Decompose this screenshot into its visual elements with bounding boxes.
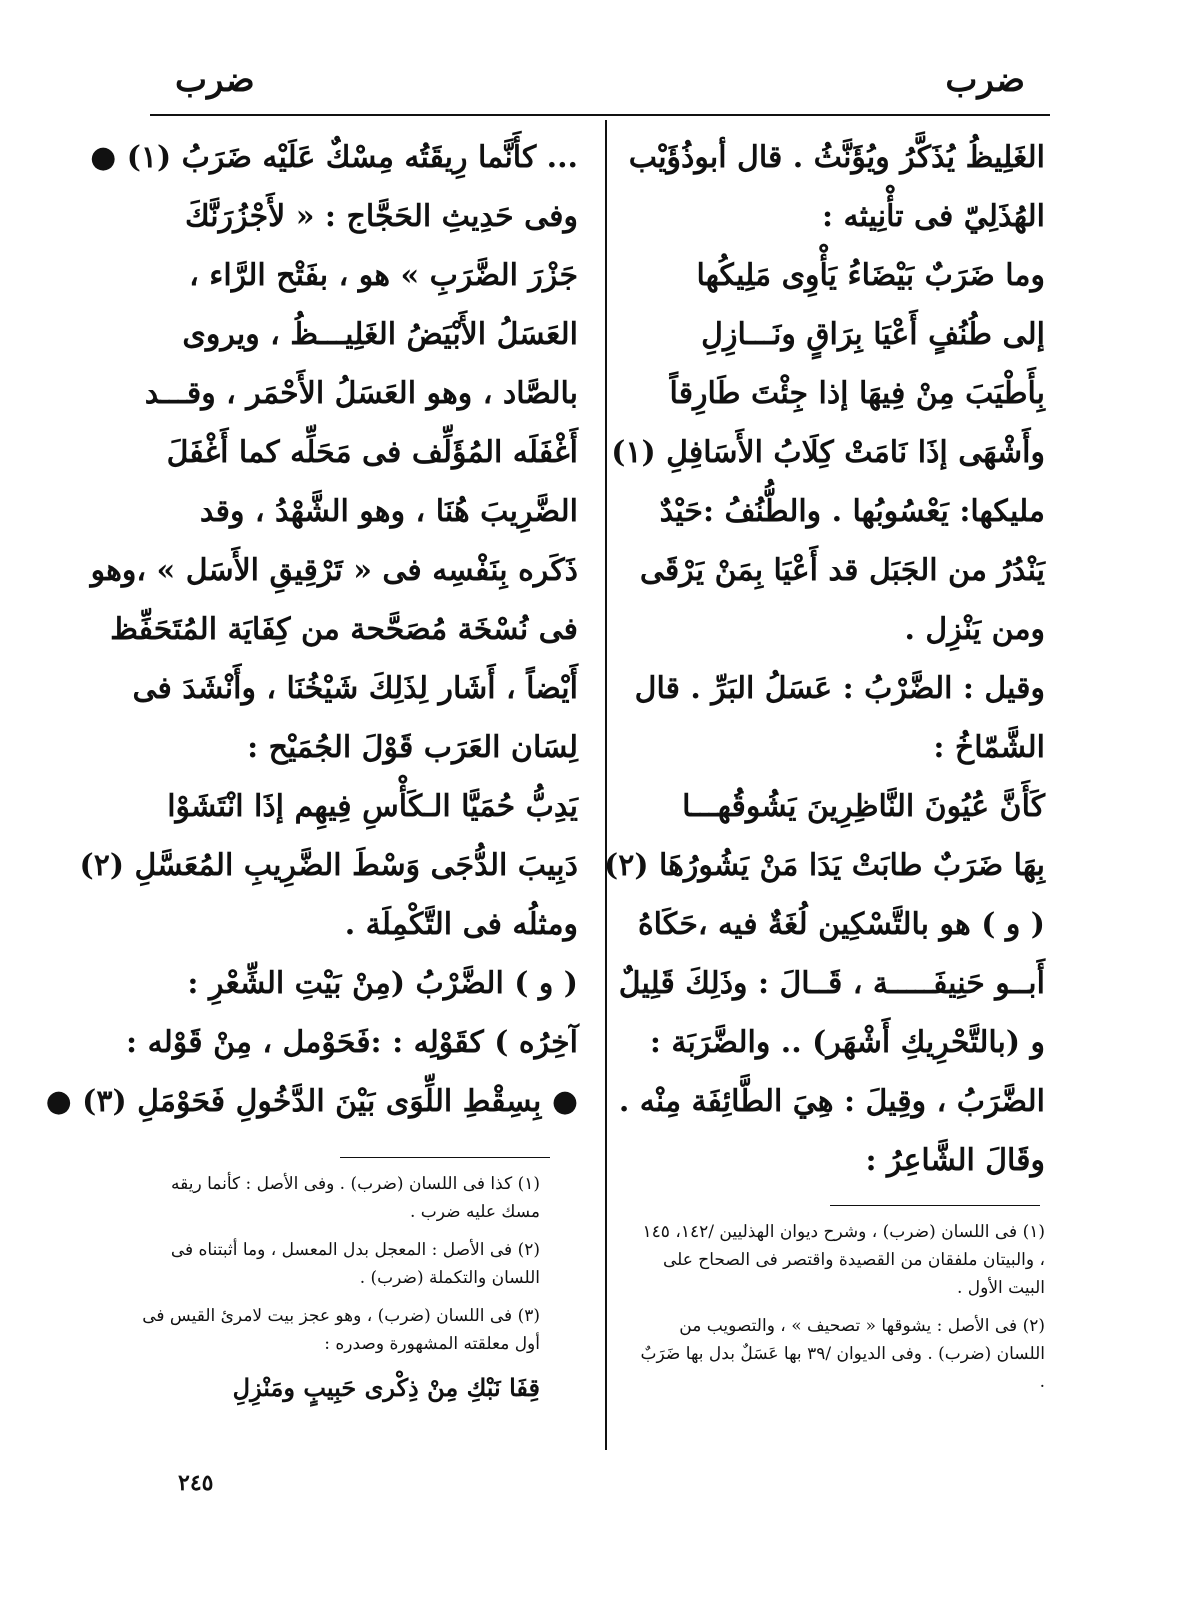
text-line: العَسَلُ الأَبْيَضُ الغَلِيـــظُ ، ويروى xyxy=(182,317,578,352)
right-column xyxy=(604,128,1045,1190)
footnote-rule-left xyxy=(340,1157,550,1158)
text-line: بالصَّاد ، وهو العَسَلُ الأَحْمَر ، وقـــد xyxy=(144,376,578,411)
footnote: (٢) فى الأصل : يشوقها « تصحيف » ، والتصويب من اللسان (ضرب) . وفى الديوان /٣٩ بها عَسَلٌ بدل بها ضَرَبٌ . xyxy=(640,1316,1045,1392)
text-line: الضَّرِيبَ هُنَا ، وهو الشَّهْدُ ، وقد xyxy=(199,494,578,529)
page-number: ٢٤٥ xyxy=(178,1470,214,1496)
text-line: و (بالتَّحْرِيكِ أَشْهَر) .. والضَّرَبَة : xyxy=(649,1025,1045,1060)
header-rule xyxy=(150,114,1050,116)
verse-line: إلى طُنُفٍ أَعْيَا بِرَاقٍ ونَـــازِلِ xyxy=(701,317,1045,352)
text-line: ومن يَنْزِل . xyxy=(904,612,1045,647)
column-divider xyxy=(605,120,607,1450)
text-line: آخِرُه ) كقَوْلِه : :فَحَوْمل ، مِنْ قَوْله : xyxy=(126,1025,578,1060)
verse-line: دَبِيبَ الدُّجَى وَسْطَ الضَّرِيبِ المُعَسَّلِ (٢) xyxy=(79,848,578,883)
text-line: وقيل : الضَّرْبُ : عَسَلُ البَرِّ . قال xyxy=(634,671,1045,706)
text-line: يَنْدُرُ من الجَبَل قد أَعْيَا بِمَنْ يَرْقَى xyxy=(639,553,1045,588)
text-line: فى نُسْخَة مُصَحَّحة من كِفَايَة المُتَحَفِّظ xyxy=(110,612,578,647)
text-line: الهُذَلِيّ فى تأْنِيثه : xyxy=(822,199,1045,234)
footnotes-right xyxy=(640,1218,1045,1406)
footnote-verse: قِفَا نَبْكِ مِنْ ذِكْرى حَبِيبٍ ومَنْزِلِ xyxy=(232,1373,540,1402)
text-line: أَيْضاً ، أَشَار لِذَلِكَ شَيْخُنَا ، وأَنْشَدَ فى xyxy=(132,671,578,706)
verse-line: بِأَطْيَبَ مِنْ فِيهَا إذا جِئْتَ طَارِقاً xyxy=(669,376,1045,411)
verse-line: وأَشْهَى إذَا نَامَتْ كِلَابُ الأَسَافِلِ (١) xyxy=(611,435,1045,470)
text-line: أَغْفَلَه المُؤَلِّف فى مَحَلِّه كما أَغْفَلَ xyxy=(166,435,578,470)
text-line: ذَكَره بِنَفْسِه فى « تَرْقِيقِ الأَسَل » ،وهو xyxy=(90,553,578,588)
text-line: وقَالَ الشَّاعِرُ : xyxy=(865,1143,1045,1178)
text-line: أَبــو حَنِيفَـــــة ، قَــالَ : وذَلِكَ قَلِيلٌ xyxy=(618,966,1045,1001)
text-line: مليكها: يَعْسُوبُها . والطُّنُفُ :حَيْدٌ xyxy=(659,494,1045,529)
text-line: الغَلِيظُ يُذَكَّرُ ويُؤَنَّثُ . قال أبوذُؤَيْب xyxy=(628,140,1045,175)
text-line: جَزْرَ الضَّرَبِ » هو ، بفَتْح الرَّاء ، xyxy=(189,258,578,293)
verse-line: وما ضَرَبٌ بَيْضَاءُ يَأْوِى مَلِيكُها xyxy=(696,258,1045,293)
verse-line: يَدِبُّ حُمَيَّا الـكَأْسِ فِيهِم إذَا انْتَشَوْا xyxy=(167,789,578,824)
text-line: الضَّرَبُ ، وقِيلَ : هِيَ الطَّائِفَة مِنْه . xyxy=(618,1084,1045,1119)
footnote: (٣) فى اللسان (ضرب) ، وهو عجز بيت لامرئ القيس فى أول معلقته المشهورة وصدره : xyxy=(142,1306,540,1354)
footnote-rule-right xyxy=(830,1205,1040,1206)
text-line: وفى حَدِيثِ الحَجَّاج : « لأَجْزُرَنَّكَ xyxy=(184,199,578,234)
footnotes-left xyxy=(140,1170,540,1408)
text-line: لِسَان العَرَب قَوْلَ الجُمَيْح : xyxy=(247,730,578,765)
verse-line: بِهَا ضَرَبٌ طابَتْ يَدَا مَنْ يَشُورُهَا (٢) xyxy=(604,848,1045,883)
verse-line: ● بِسِقْطِ اللِّوَى بَيْنَ الدَّخُولِ فَحَوْمَلِ (٣) ● xyxy=(45,1084,578,1119)
verse-line: ... كأَنَّما رِيقَتُه مِسْكٌ عَلَيْه ضَرَبُ (١) ● xyxy=(90,140,578,175)
text-line: ومثلُه فى التَّكْمِلَة . xyxy=(344,907,578,942)
running-header-right: ضرب xyxy=(945,60,1025,100)
left-column xyxy=(45,128,578,1131)
running-header-left: ضرب xyxy=(175,60,255,100)
footnote: (٢) فى الأصل : المعجل بدل المعسل ، وما أثبتناه فى اللسان والتكملة (ضرب) . xyxy=(170,1240,540,1288)
footnote: (١) كذا فى اللسان (ضرب) . وفى الأصل : كأنما ريقه مسك عليه ضرب . xyxy=(171,1174,540,1222)
footnote: (١) فى اللسان (ضرب) ، وشرح ديوان الهذليين /١٤٢، ١٤٥ ، والبيتان ملفقان من القصيدة واقتصر فى الصحاح على البيت الأول . xyxy=(642,1222,1045,1298)
text-line: ( و ) الضَّرْبُ (مِنْ بَيْتِ الشِّعْرِ : xyxy=(187,966,578,1001)
text-line: الشَّمّاخُ : xyxy=(933,730,1045,765)
verse-line: كَأَنَّ عُيُونَ النَّاظِرِينَ يَشُوقُهـــا xyxy=(682,789,1045,824)
text-line: ( و ) هو بالتَّسْكِين لُغَةٌ فيه ،حَكَاهُ xyxy=(637,907,1045,942)
